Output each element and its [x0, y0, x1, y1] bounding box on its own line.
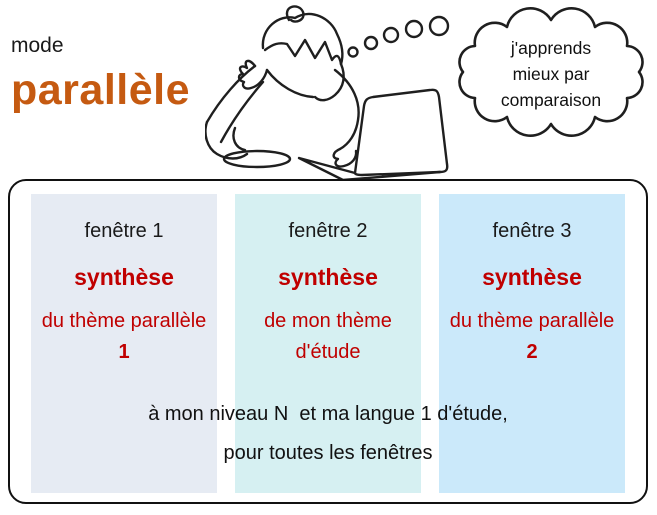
board-footer-line: pour toutes les fenêtres — [223, 442, 433, 464]
thought-line: comparaison — [500, 90, 602, 110]
window-detail-line: du thème parallèle — [449, 310, 615, 332]
window-detail — [439, 306, 625, 368]
window-title: fenêtre 2 — [288, 220, 368, 242]
window-detail-line: de mon thème — [264, 310, 392, 332]
thought-line: mieux par — [512, 64, 590, 84]
board-footer-line: à mon niveau N et ma langue 1 d'étude, — [148, 403, 508, 425]
window-detail-line: du thème parallèle — [41, 310, 207, 332]
mode-block — [11, 34, 190, 115]
thought-line: j'apprends — [510, 38, 592, 58]
board-footer — [10, 395, 646, 473]
window-detail-number: 2 — [526, 341, 538, 363]
thought-trail-circle — [349, 48, 358, 57]
window-heading: synthèse — [74, 264, 174, 290]
mode-value: parallèle — [11, 66, 190, 114]
window-heading: synthèse — [482, 264, 582, 290]
window-detail-number: 1 — [118, 341, 130, 363]
window-title: fenêtre 1 — [84, 220, 164, 242]
thought-bubble-text — [463, 35, 639, 113]
window-detail — [31, 306, 217, 368]
person-thinking-at-laptop-icon — [205, 2, 450, 182]
windows-board — [8, 179, 648, 504]
mode-label: mode — [11, 34, 64, 57]
window-heading: synthèse — [278, 264, 378, 290]
window-detail — [235, 306, 421, 368]
window-detail-line: d'étude — [295, 341, 361, 363]
window-title: fenêtre 3 — [492, 220, 572, 242]
